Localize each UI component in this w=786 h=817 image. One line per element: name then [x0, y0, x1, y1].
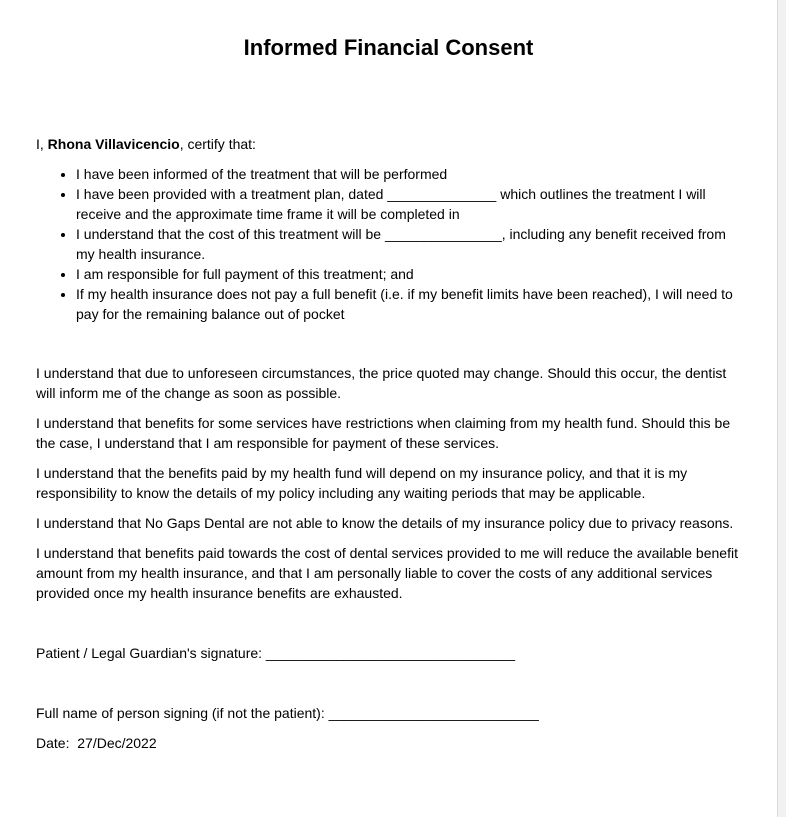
acknowledgements-section: [36, 363, 744, 613]
certification-item: • I have been provided with a treatment plan, dated ______________ which outlines the treatment I will receive and the approximate time frame it will be completed in: [76, 184, 744, 224]
certification-item: • I understand that the cost of this treatment will be _______________, including any benefit received from my health insurance.: [76, 224, 744, 264]
certification-section: [36, 134, 744, 324]
window-edge-scrollbar[interactable]: [777, 0, 786, 817]
date-field: Date: 27/Dec/2022: [36, 735, 157, 751]
intro-suffix: , certify that:: [179, 136, 256, 152]
acknowledgement-paragraph: I understand that benefits for some services have restrictions when claiming from my health fund. Should this be the case, I understand that I am responsible for payment of these services.: [36, 415, 731, 451]
certification-item: • I have been informed of the treatment that will be performed: [76, 164, 744, 184]
certification-item: • I am responsible for full payment of this treatment; and: [76, 264, 744, 284]
intro-prefix: I,: [36, 136, 48, 152]
acknowledgement-paragraph: I understand that No Gaps Dental are not able to know the details of my insurance policy due to privacy reasons.: [36, 515, 734, 531]
acknowledgement-paragraph: I understand that the benefits paid by my health fund will depend on my insurance policy, and that it is my responsibility to know the details of my policy including any waiting periods that may be applicable.: [36, 465, 688, 501]
signature-field: Patient / Legal Guardian's signature: ________________________________: [36, 645, 516, 661]
document-title: Informed Financial Consent: [243, 35, 534, 60]
certification-item: • If my health insurance does not pay a full benefit (i.e. if my benefit limits have been reached), I will need to pay for the remaining balance out of pocket: [76, 284, 744, 324]
patient-name: Rhona Villavicencio: [47, 136, 180, 152]
certification-list: [36, 164, 744, 324]
acknowledgement-paragraph: I understand that benefits paid towards the cost of dental services provided to me will reduce the available benefit amount from my health insurance, and that I am personally liable to cover the costs of any additional services provided once my health insurance benefits are exhausted.: [36, 545, 738, 601]
acknowledgement-paragraph: I understand that due to unforeseen circumstances, the price quoted may change. Should this occur, the dentist will inform me of the change as soon as possible.: [36, 365, 727, 401]
full-name-field: Full name of person signing (if not the patient): ___________________________: [36, 705, 539, 721]
intro-statement: [36, 134, 744, 154]
